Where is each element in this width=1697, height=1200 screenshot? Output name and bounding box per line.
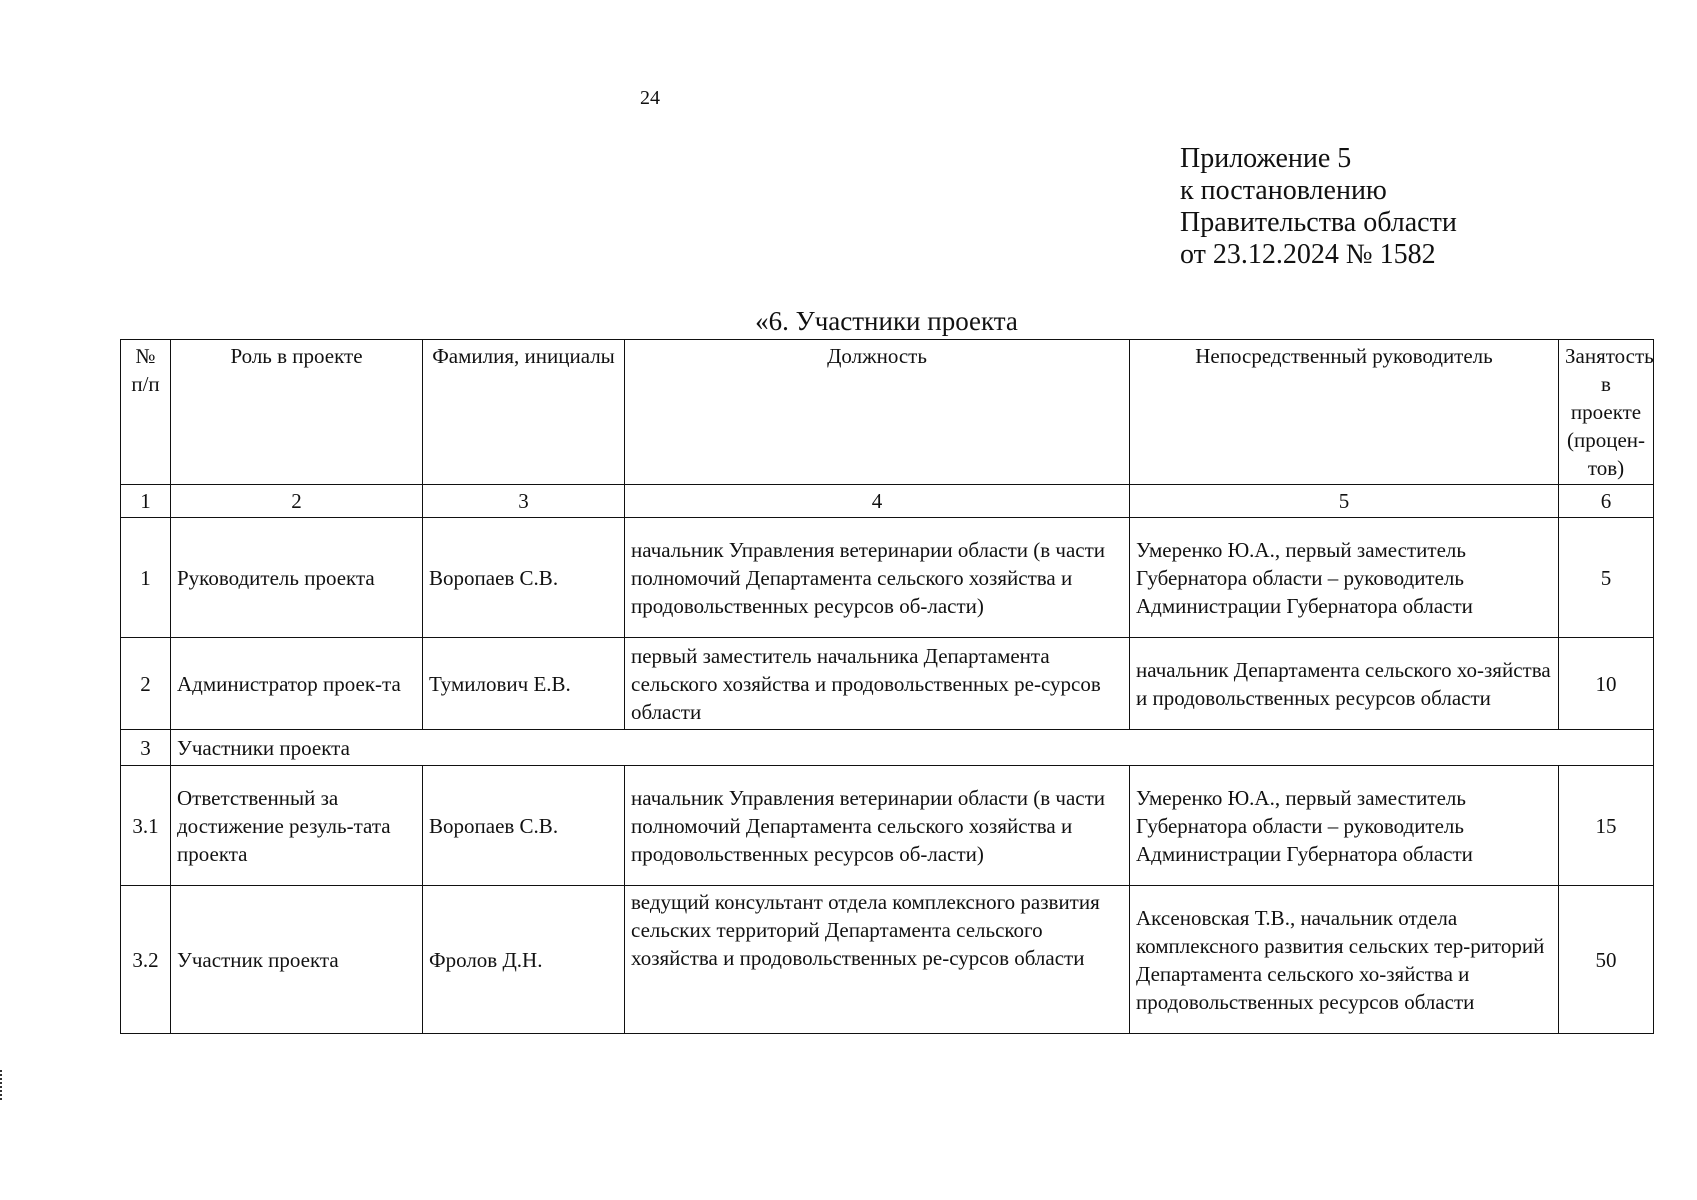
- header-role: Роль в проекте: [171, 340, 423, 485]
- table-row: [121, 766, 1654, 886]
- table-row: [121, 886, 1654, 1034]
- header-row: [121, 340, 1654, 485]
- table-row: [121, 518, 1654, 638]
- appendix-line-4: от 23.12.2024 № 1582: [1180, 239, 1436, 270]
- row-name: Тумилович Е.В.: [423, 638, 625, 730]
- row-load: 50: [1559, 886, 1654, 1034]
- row-num: 1: [121, 518, 171, 638]
- column-number: 6: [1559, 485, 1654, 518]
- section-label: Участники проекта: [171, 730, 1654, 766]
- row-position: первый заместитель начальника Департамента сельского хозяйства и продовольственных ре-сурсов области: [625, 638, 1130, 730]
- section-row: [121, 730, 1654, 766]
- header-position: Должность: [625, 340, 1130, 485]
- column-number: 4: [625, 485, 1130, 518]
- table-title: «6. Участники проекта: [755, 306, 1018, 336]
- row-num: 3.1: [121, 766, 171, 886]
- row-num: 2: [121, 638, 171, 730]
- row-role: Участник проекта: [171, 886, 423, 1034]
- row-supervisor: Умеренко Ю.А., первый заместитель Губернатора области – руководитель Администрации Губернатора области: [1130, 518, 1559, 638]
- row-supervisor: Аксеновская Т.В., начальник отдела комплексного развития сельских тер-риторий Департамента сельского хо-зяйства и продовольственных ресурсов области: [1130, 886, 1559, 1034]
- column-number: 5: [1130, 485, 1559, 518]
- row-name: Воропаев С.В.: [423, 766, 625, 886]
- row-load: 10: [1559, 638, 1654, 730]
- column-number: 3: [423, 485, 625, 518]
- column-number: 1: [121, 485, 171, 518]
- participants-table: [120, 339, 1654, 1034]
- appendix-line-3: Правительства области: [1180, 207, 1457, 238]
- row-role: Ответственный за достижение резуль-тата проекта: [171, 766, 423, 886]
- binding-marks: [0, 1070, 6, 1100]
- appendix-line-1: Приложение 5: [1180, 143, 1352, 174]
- section-num: 3: [121, 730, 171, 766]
- header-name: Фамилия, инициалы: [423, 340, 625, 485]
- page-number: 24: [640, 87, 660, 109]
- header-num: № п/п: [121, 340, 171, 485]
- row-load: 5: [1559, 518, 1654, 638]
- column-number: 2: [171, 485, 423, 518]
- row-position: начальник Управления ветеринарии области (в части полномочий Департамента сельского хозяйства и продовольственных ресурсов об-ласти): [625, 518, 1130, 638]
- table-row: [121, 638, 1654, 730]
- column-number-row: [121, 485, 1654, 518]
- header-load: Занятость в проекте (процен-тов): [1559, 340, 1654, 485]
- row-name: Фролов Д.Н.: [423, 886, 625, 1034]
- header-supervisor: Непосредственный руководитель: [1130, 340, 1559, 485]
- row-supervisor: Умеренко Ю.А., первый заместитель Губернатора области – руководитель Администрации Губернатора области: [1130, 766, 1559, 886]
- row-role: Руководитель проекта: [171, 518, 423, 638]
- row-position: начальник Управления ветеринарии области (в части полномочий Департамента сельского хозяйства и продовольственных ресурсов об-ласти): [625, 766, 1130, 886]
- row-name: Воропаев С.В.: [423, 518, 625, 638]
- row-num: 3.2: [121, 886, 171, 1034]
- row-supervisor: начальник Департамента сельского хо-зяйства и продовольственных ресурсов области: [1130, 638, 1559, 730]
- row-role: Администратор проек-та: [171, 638, 423, 730]
- appendix-line-2: к постановлению: [1180, 175, 1387, 206]
- row-load: 15: [1559, 766, 1654, 886]
- appendix-header: [1180, 143, 1457, 271]
- row-position: ведущий консультант отдела комплексного развития сельских территорий Департамента сельского хозяйства и продовольственных ре-сурсов области: [625, 886, 1130, 1034]
